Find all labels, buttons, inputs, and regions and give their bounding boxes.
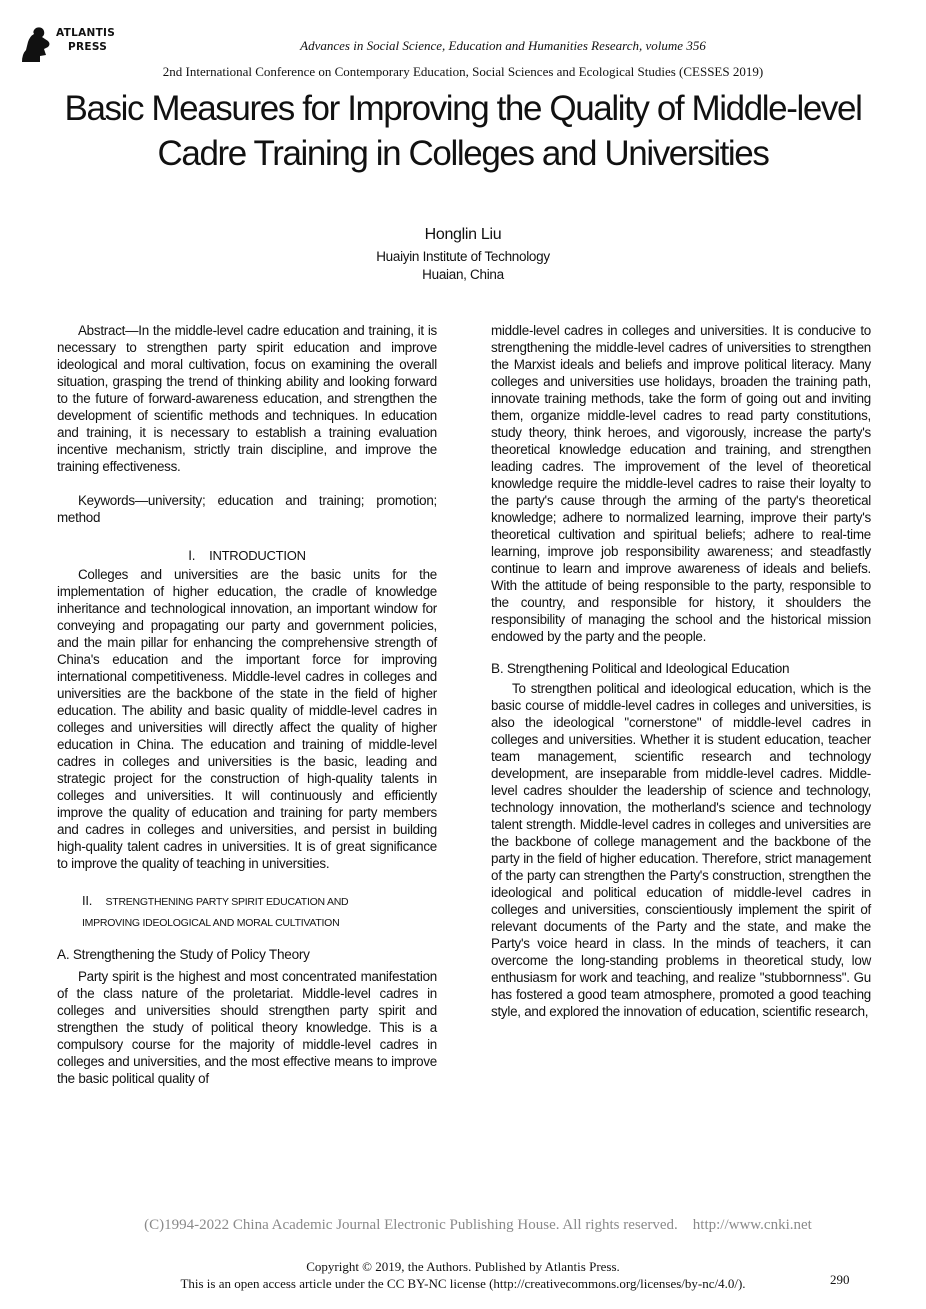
page-number: 290 [830, 1272, 850, 1287]
subsection-heading-a: A. Strengthening the Study of Policy Theory [57, 947, 310, 962]
logo-text-press: PRESS [68, 41, 108, 53]
copyright-line: Copyright © 2019, the Authors. Published by Atlantis Press. [306, 1259, 620, 1274]
right-column [491, 322, 871, 1020]
abstract: Abstract—In the middle-level cadre education and training, it is necessary to strengthen party spirit education and improve ideological and moral cultivation, focus on examining the overall situation, grasping the trend of thinking ability and looking forward to the future of forward-awareness education, and strengthen the development of scientific methods and techniques. In education and training, it is necessary to establish a training evaluation incentive mechanism, strictly train discipline, and improve the training effectiveness. [57, 323, 437, 474]
author-name: Honglin Liu [424, 226, 502, 243]
section-title: INTRODUCTION [209, 548, 306, 563]
license-line: This is an open access article under the CC BY-NC license (http://creativecommons.org/licenses/by-nc/4.0/). [180, 1276, 746, 1291]
keywords: Keywords—university; education and training; promotion; method [57, 493, 437, 525]
subsection-heading-b: B. Strengthening Political and Ideological Education [491, 661, 790, 676]
section-number: II. [82, 893, 93, 908]
paper-title: Basic Measures for Improving the Quality of Middle-level Cadre Training in Colleges and Universities [64, 89, 862, 173]
conference-header: 2nd International Conference on Contemporary Education, Social Sciences and Ecological Studies (CESSES 2019) [162, 64, 764, 79]
subsection-b-paragraph: To strengthen political and ideological education, which is the basic course of middle-level cadres in colleges and universities, is also the ideological "cornerstone" of middle-level cadres in colleges and universities. Whether it is student education, teacher team management, scientific research and technology development, are inseparable from middle-level cadres. Middle-level cadres shoulder the leadership of science and technology, technology innovation, the motherland's science and technology talent strength. Middle-level cadres in colleges and universities are the backbone of college management and the backbone of the party in the field of higher education. Therefore, strict management of the party can strengthen the Party's construction, strengthen the ideological and political education of middle-level cadres in colleges and universities, conscientiously implement the spirit of relevant documents of the Party and the state, and make the Party's voice heard in class. In the minds of teachers, it can overcome the long-standing problems in theoretical study, low enthusiasm for work and teaching, and realize "stubbornness". Gu has fostered a good team atmosphere, promoted a good teaching style, and explored the innovation of education, scientific research, [491, 681, 871, 1019]
subsection-a-paragraph: Party spirit is the highest and most concentrated manifestation of the class nature of the proletariat. Middle-level cadres in colleges and universities should strengthen party spirit and strengthen the study of political theory knowledge. This is a compulsory course for the majority of middle-level cadres in colleges and universities, and the most effective means to improve the basic political quality of [57, 969, 437, 1086]
logo-text-atlantis: ATLANTIS [56, 27, 116, 39]
series-header: Advances in Social Science, Education and Humanities Research, volume 356 [300, 38, 706, 53]
continued-paragraph: middle-level cadres in colleges and universities. It is conducive to strengthening the middle-level cadres of universities to strengthen the Marxist ideals and beliefs and improve political literacy. Many colleges and universities use holidays, broaden the training path, innovate training methods, take the form of going out and inviting them, organize middle-level cadres to read party constitutions, study theory, think heroes, and vigorously, increase the party's theoretical knowledge education and training, and strengthen leading cadres. The improvement of the level of theoretical knowledge require the middle-level cadres to raise their loyalty to the party's cause through the arming of the party's theoretical knowledge; adhere to normalized learning, improve their party's theoretical cultivation and spiritual beliefs; adhere to real-time learning, improve job responsibility awareness; and steadfastly continue to learn and improve awareness of ideals and beliefs. With the attitude of being responsible to the party, responsible to the country, and responsible for history, it shoulders the responsibility of managing the school and the historical mission endowed by the party and the people. [491, 323, 871, 644]
section-heading-introduction [57, 547, 437, 564]
cnki-notice: (C)1994-2022 China Academic Journal Electronic Publishing House. All rights reserved. http://www.cnki.net [144, 1217, 812, 1233]
left-column [57, 322, 437, 1087]
introduction-paragraph: Colleges and universities are the basic units for the implementation of higher education, the cradle of knowledge inheritance and technological innovation, an important window for conveying and propagating our party and government policies, and the main pillar for enhancing the comprehensive strength of China's education and the important force for improving international competitiveness. Middle-level cadres in colleges and universities are the backbone of the state in the field of higher education. The ability and basic quality of middle-level cadres in colleges and universities will directly affect the quality of higher education in China. The education and training of middle-level cadres in colleges and universities is the basic, leading and strategic project for the construction of high-quality talents in colleges and universities. It will continuously and efficiently improve the quality of education and training for party members and cadres in colleges and universities, and persist in building high-quality talent cadres in universities. It is of great significance to improve the quality of teaching in universities. [57, 567, 437, 871]
section-heading-party-spirit [57, 891, 437, 933]
section-title-line1: STRENGTHENING PARTY SPIRIT EDUCATION AND [105, 896, 349, 908]
section-title-line2: IMPROVING IDEOLOGICAL AND MORAL CULTIVATION [82, 917, 340, 929]
author-location: Huaian, China [422, 267, 504, 282]
section-number: I. [188, 548, 196, 563]
author-institution: Huaiyin Institute of Technology [376, 249, 550, 264]
